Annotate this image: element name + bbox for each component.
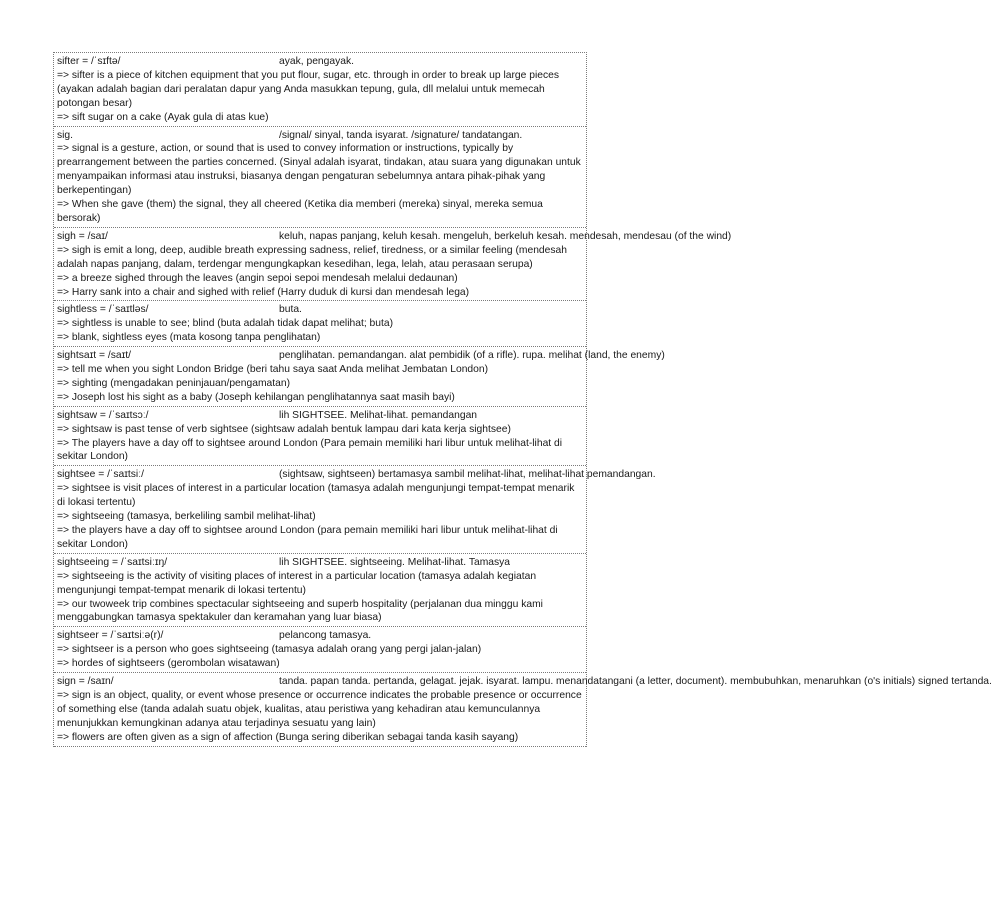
entry-heading: [57, 349, 665, 363]
dictionary-entry: [54, 301, 586, 347]
entry-example-line: => sighting (mengadakan peninjauan/pengamatan): [57, 377, 290, 389]
entry-word: sig.: [57, 129, 74, 141]
entry-example-line: => our twoweek trip combines spectacular sightseeing and superb hospitality (perjalanan dua minggu kami menggabungkan tamasya spektakuler dan keramahan yang luar biasa): [57, 598, 543, 624]
entry-heading: [57, 129, 583, 143]
entry-example-line: => The players have a day off to sightsee around London (Para pemain memiliki hari libur untuk melihat-lihat di sekitar London): [57, 437, 563, 463]
entry-meaning: lih SIGHTSEE. sightseeing. Melihat-lihat. Tamasya: [279, 556, 511, 568]
entry-meaning: penglihatan. pemandangan. alat pembidik (of a rifle). rupa. melihat (land, the enemy): [279, 350, 665, 362]
entry-example-line: => Harry sank into a chair and sighed with relief (Harry duduk di kursi dan mendesah lega): [57, 286, 470, 298]
entry-example-line: => sifter is a piece of kitchen equipment that you put flour, sugar, etc. through in order to break up large pieces (ayakan adalah bagian dari peralatan dapur yang Anda masukkan tepung, gula, dll melalui untuk memecah potongan besar): [57, 69, 559, 109]
entry-heading: [57, 629, 583, 643]
entry-example-line: => tell me when you sight London Bridge (beri tahu saya saat Anda melihat Jembatan London): [57, 364, 489, 376]
entry-meaning: keluh, napas panjang, keluh kesah. mengeluh, berkeluh kesah. mendesah, mendesau (of the wind): [279, 230, 732, 242]
entry-heading: [57, 55, 583, 69]
entry-word: sign = /saɪn/: [57, 676, 114, 688]
entry-example-line: => When she gave (them) the signal, they all cheered (Ketika dia memberi (mereka) sinyal, mereka semua bersorak): [57, 199, 543, 224]
dictionary-entry: [54, 554, 586, 628]
entry-heading: [57, 675, 992, 689]
entry-example-line: => sightseeing is the activity of visiting places of interest in a particular location (tamasya adalah kegiatan mengunjungi tempat-tempat menarik di lokasi tertentu): [57, 570, 537, 596]
dictionary-entry: [54, 627, 586, 673]
entry-word: sightseer = /ˈsaɪtsiːə(r)/: [57, 630, 164, 642]
entry-meaning: tanda. papan tanda. pertanda, gelagat. jejak. isyarat. lampu. menandatangani (a letter, document). membubuhkan, menaruhkan (o's initials) signed tertanda.: [279, 676, 992, 688]
dictionary-entry: [54, 347, 665, 407]
dictionary-table: [53, 52, 992, 747]
entry-word: sightsaw = /ˈsaɪtsɔː/: [57, 409, 149, 421]
entry-example-line: => sightseeing (tamasya, berkeliling sambil melihat-lihat): [57, 511, 316, 523]
entry-meaning: lih SIGHTSEE. Melihat-lihat. pemandangan: [279, 409, 478, 421]
entry-heading: [57, 468, 656, 482]
entry-example-line: => the players have a day off to sightsee around London (para pemain memiliki hari libur untuk melihat-lihat di sekitar London): [57, 525, 558, 550]
entry-example-line: => sigh is emit a long, deep, audible breath expressing sadness, relief, tiredness, or a similar feeling (mendesah adalah napas panjang, dalam, terdengar mengungkapkan kesedihan, lega, lelah, atau perasaan serupa): [57, 244, 567, 270]
entry-heading: [57, 303, 583, 317]
entry-example-line: => hordes of sightseers (gerombolan wisatawan): [57, 658, 280, 670]
entry-word: sifter = /ˈsɪftə/: [57, 56, 121, 67]
entry-example-line: => flowers are often given as a sign of affection (Bunga sering diberikan sebagai tanda kasih sayang): [57, 731, 519, 743]
entry-example-line: => Joseph lost his sight as a baby (Joseph kehilangan penglihatannya saat masih bayi): [57, 391, 455, 403]
entry-word: sightsaɪt = /saɪt/: [57, 350, 132, 362]
entry-word: sightless = /ˈsaɪtləs/: [57, 304, 149, 316]
dictionary-entry: [54, 466, 656, 553]
entry-meaning: pelancong tamasya.: [279, 630, 372, 642]
entry-example-line: => sightsee is visit places of interest in a particular location (tamasya adalah mengunjungi tempat-tempat menarik di lokasi tertentu): [57, 483, 575, 509]
entry-example-line: => a breeze sighed through the leaves (angin sepoi sepoi mendesah melalui dedaunan): [57, 272, 458, 284]
dictionary-entry: [54, 228, 732, 302]
entry-example-line: => sift sugar on a cake (Ayak gula di atas kue): [57, 111, 269, 123]
entry-example-line: => blank, sightless eyes (mata kosong tanpa penglihatan): [57, 332, 321, 344]
entry-example-line: => sightseer is a person who goes sightseeing (tamasya adalah orang yang pergi jalan-jalan): [57, 644, 482, 656]
entry-example-line: => sightless is unable to see; blind (buta adalah tidak dapat melihat; buta): [57, 318, 394, 330]
entry-meaning: /signal/ sinyal, tanda isyarat. /signature/ tandatangan.: [279, 129, 523, 141]
entry-word: sightseeing = /ˈsaɪtsiːɪŋ/: [57, 556, 168, 568]
entry-meaning: (sightsaw, sightseen) bertamasya sambil melihat-lihat, melihat-lihat pemandangan.: [279, 469, 656, 481]
entry-word: sigh = /saɪ/: [57, 230, 108, 242]
dictionary-entry: [54, 407, 586, 467]
dictionary-entry: [54, 673, 992, 747]
entry-heading: [57, 556, 583, 570]
entry-word: sightsee = /ˈsaɪtsiː/: [57, 469, 144, 481]
entry-meaning: buta.: [279, 304, 302, 316]
entry-example-line: => sign is an object, quality, or event whose presence or occurrence indicates the probable presence or occurrence of something else (tanda adalah suatu objek, kualitas, atau peristiwa yang kehadiran atau kemunculannya menunjukkan kemungkinan adanya atau terjadinya sesuatu yang lain): [57, 689, 582, 729]
dictionary-entry: [54, 53, 586, 127]
dictionary-entry: [54, 127, 586, 228]
entry-example-line: => signal is a gesture, action, or sound that is used to convey information or instructions, typically by prearrangement between the parties concerned. (Sinyal adalah isyarat, tindakan, atau suara yang digunakan untuk menyampaikan informasi atau instruksi, biasanya dengan pengaturan sebelumnya antara pihak-pihak yang berkepentingan): [57, 143, 581, 197]
entry-heading: [57, 230, 732, 244]
entry-heading: [57, 409, 583, 423]
entry-meaning: ayak, pengayak.: [279, 56, 354, 67]
entry-example-line: => sightsaw is past tense of verb sightsee (sightsaw adalah bentuk lampau dari kata kerja sightsee): [57, 423, 511, 435]
